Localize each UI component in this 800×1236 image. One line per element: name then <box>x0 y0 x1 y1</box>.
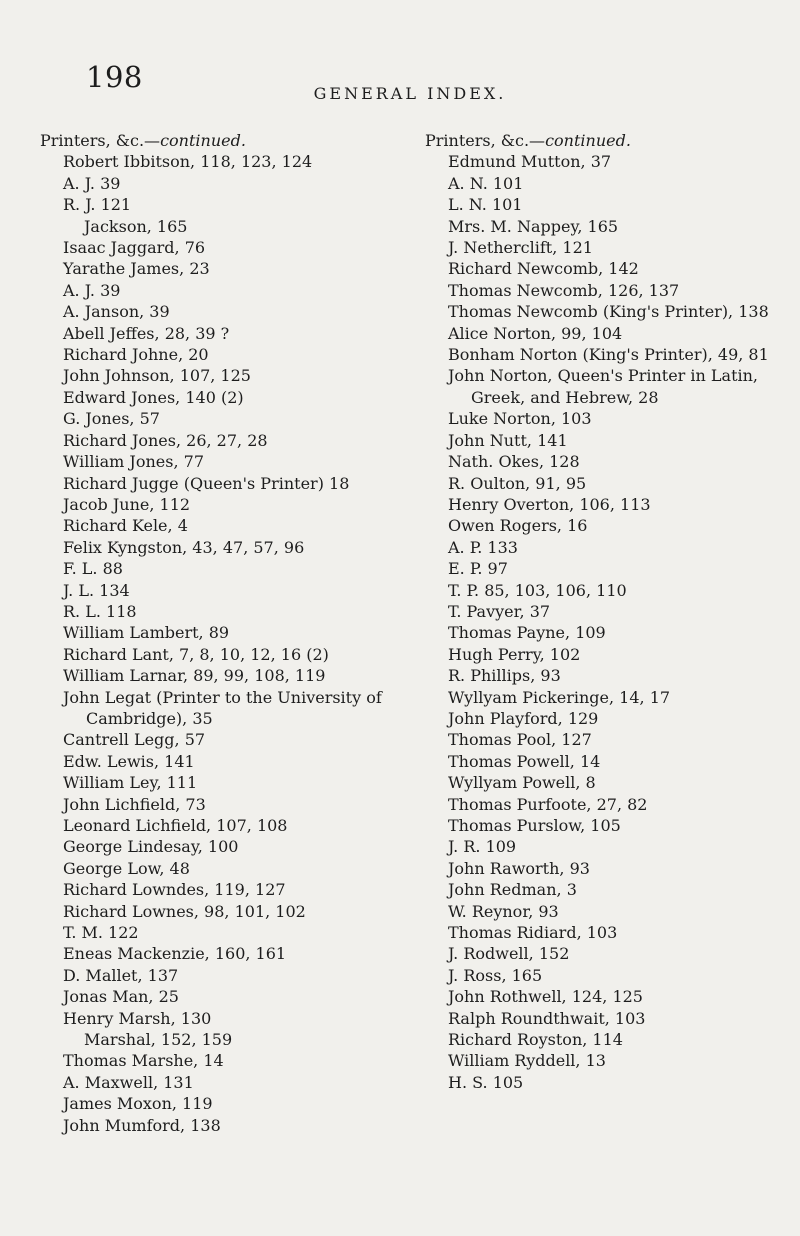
index-entry: J. L. 134 <box>63 580 130 600</box>
index-entry: F. L. 88 <box>63 559 123 579</box>
index-entry: A. J. 39 <box>63 280 121 300</box>
index-entry: John Raworth, 93 <box>448 858 590 878</box>
index-entry: Edmund Mutton, 37 <box>448 152 612 172</box>
column-heading-main: Printers, &c.— <box>425 131 546 150</box>
column-heading <box>40 130 395 151</box>
index-entry: William Larnar, 89, 99, 108, 119 <box>63 666 326 686</box>
index-entry: Abell Jeffes, 28, 39 ? <box>63 323 230 343</box>
index-entry: R. L. 118 <box>63 601 137 621</box>
entry-list <box>40 151 395 1136</box>
index-entry: Marshal, 152, 159 <box>84 1030 233 1050</box>
index-entry: J. Rodwell, 152 <box>448 944 570 964</box>
index-entry: L. N. 101 <box>448 195 523 215</box>
index-entry: E. P. 97 <box>448 559 508 579</box>
index-entry: D. Mallet, 137 <box>63 965 179 985</box>
column-heading <box>425 130 783 151</box>
index-entry: Leonard Lichfield, 107, 108 <box>63 816 288 835</box>
index-entry: Richard Lownes, 98, 101, 102 <box>63 901 306 921</box>
index-entry: John Playford, 129 <box>448 708 599 728</box>
column-heading-main: Printers, &c.— <box>40 131 161 150</box>
index-entry: Bonham Norton (King's Printer), 49, 81 <box>448 345 769 365</box>
entry-list <box>425 151 783 1093</box>
index-entry: John Lichfield, 73 <box>63 794 206 814</box>
index-entry: John Johnson, 107, 125 <box>63 366 251 386</box>
index-entry: Thomas Purfoote, 27, 82 <box>448 794 648 814</box>
index-entry: Wyllyam Powell, 8 <box>448 773 596 793</box>
index-entry: G. Jones, 57 <box>63 409 160 429</box>
index-entry: William Ley, 111 <box>63 773 198 793</box>
index-entry: Henry Overton, 106, 113 <box>448 494 651 514</box>
index-entry: John Nutt, 141 <box>448 430 568 450</box>
index-entry: James Moxon, 119 <box>63 1094 213 1114</box>
index-entry: Isaac Jaggard, 76 <box>63 238 206 258</box>
index-entry: Felix Kyngston, 43, 47, 57, 96 <box>63 537 305 557</box>
index-entry: John Legat (Printer to the University of Cambridge), 35 <box>63 687 382 728</box>
index-entry: Mrs. M. Nappey, 165 <box>448 216 619 236</box>
index-entry: J. Netherclift, 121 <box>448 238 593 258</box>
index-entry: Ralph Roundthwait, 103 <box>448 1008 646 1028</box>
index-entry: Jackson, 165 <box>84 216 188 236</box>
index-entry: Yarathe James, 23 <box>63 259 210 279</box>
index-entry: Richard Kele, 4 <box>63 516 188 536</box>
index-entry: William Ryddell, 13 <box>448 1051 606 1071</box>
index-entry: T. P. 85, 103, 106, 110 <box>448 580 627 600</box>
index-entry: R. Oulton, 91, 95 <box>448 473 587 493</box>
index-entry: John Mumford, 138 <box>63 1115 221 1135</box>
column-heading-suffix: continued. <box>160 131 246 150</box>
index-entry: Owen Rogers, 16 <box>448 516 588 536</box>
index-entry: Thomas Purslow, 105 <box>448 816 621 835</box>
index-entry: Thomas Newcomb (King's Printer), 138 <box>448 302 769 322</box>
index-entry: H. S. 105 <box>448 1072 524 1092</box>
index-entry: R. J. 121 <box>63 195 132 215</box>
index-entry: Hugh Perry, 102 <box>448 644 581 664</box>
index-entry: John Norton, Queen's Printer in Latin, Greek, and Hebrew, 28 <box>448 366 758 407</box>
index-entry: Edw. Lewis, 141 <box>63 751 195 771</box>
index-entry: Thomas Powell, 14 <box>448 751 601 771</box>
index-column-left <box>40 130 395 1136</box>
index-entry: Richard Lant, 7, 8, 10, 12, 16 (2) <box>63 644 329 664</box>
index-entry: John Rothwell, 124, 125 <box>448 987 643 1007</box>
index-entry: Cantrell Legg, 57 <box>63 730 206 750</box>
index-entry: Richard Jugge (Queen's Printer) 18 <box>63 473 350 493</box>
running-head: GENERAL INDEX. <box>313 84 507 103</box>
index-entry: Alice Norton, 99, 104 <box>448 323 623 343</box>
index-entry: A. N. 101 <box>448 173 524 193</box>
index-entry: Richard Lowndes, 119, 127 <box>63 880 286 900</box>
index-entry: George Lindesay, 100 <box>63 837 239 857</box>
index-entry: T. M. 122 <box>63 923 139 943</box>
index-entry: R. Phillips, 93 <box>448 666 561 686</box>
index-entry: A. P. 133 <box>448 537 518 557</box>
index-entry: J. Ross, 165 <box>448 965 543 985</box>
index-column-right <box>425 130 783 1093</box>
index-entry: Eneas Mackenzie, 160, 161 <box>63 944 287 964</box>
index-entry: Luke Norton, 103 <box>448 409 592 429</box>
index-entry: Richard Johne, 20 <box>63 345 209 365</box>
index-entry: A. Maxwell, 131 <box>63 1072 194 1092</box>
index-entry: John Redman, 3 <box>448 880 577 900</box>
index-entry: T. Pavyer, 37 <box>448 601 551 621</box>
index-entry: A. Janson, 39 <box>63 302 170 322</box>
index-entry: J. R. 109 <box>448 837 517 857</box>
index-entry: William Lambert, 89 <box>63 623 230 643</box>
index-entry: Richard Jones, 26, 27, 28 <box>63 430 268 450</box>
index-entry: Henry Marsh, 130 <box>63 1008 212 1028</box>
index-entry: A. J. 39 <box>63 173 121 193</box>
index-entry: Thomas Payne, 109 <box>448 623 606 643</box>
index-entry: Thomas Pool, 127 <box>448 730 592 750</box>
index-entry: George Low, 48 <box>63 858 190 878</box>
index-entry: Richard Newcomb, 142 <box>448 259 639 279</box>
index-entry: Robert Ibbitson, 118, 123, 124 <box>63 152 313 172</box>
index-entry: Thomas Marshe, 14 <box>63 1051 224 1071</box>
index-entry: Thomas Ridiard, 103 <box>448 923 618 943</box>
index-entry: Jonas Man, 25 <box>63 987 179 1007</box>
index-entry: Nath. Okes, 128 <box>448 452 580 472</box>
index-entry: Richard Royston, 114 <box>448 1030 623 1050</box>
index-entry: Wyllyam Pickeringe, 14, 17 <box>448 687 671 707</box>
page-number: 198 <box>86 60 143 94</box>
index-entry: William Jones, 77 <box>63 452 204 472</box>
column-heading-suffix: continued. <box>545 131 631 150</box>
index-entry: Thomas Newcomb, 126, 137 <box>448 280 680 300</box>
index-entry: W. Reynor, 93 <box>448 901 559 921</box>
index-entry: Edward Jones, 140 (2) <box>63 387 244 407</box>
index-entry: Jacob June, 112 <box>63 494 191 514</box>
